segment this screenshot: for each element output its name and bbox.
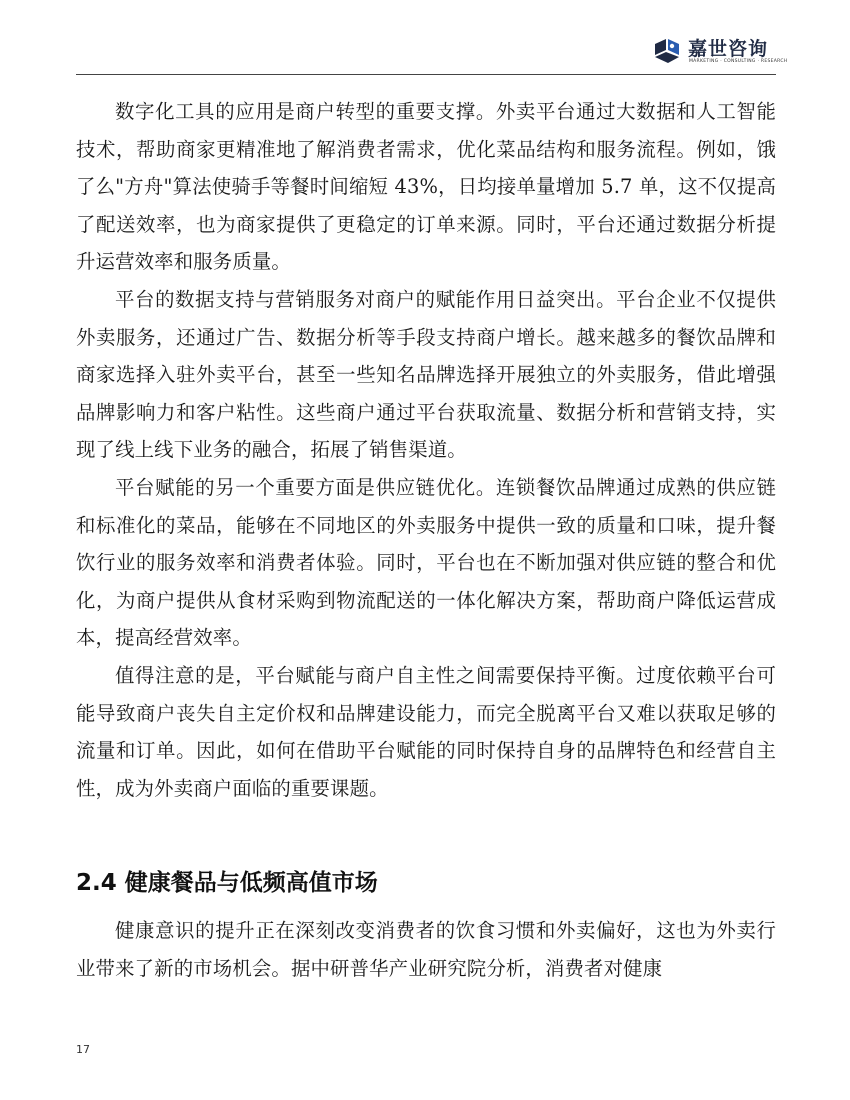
paragraph: 数字化工具的应用是商户转型的重要支撑。外卖平台通过大数据和人工智能技术，帮助商家更精准地了解消费者需求，优化菜品结构和服务流程。例如，饿了么"方舟"算法使骑手等餐时间缩短 43%，日均接单量增加 5.7 单，这不仅提高了配送效率，也为商家提供了更稳定的订单来源。同时，平台还通过数据分析提升运营效率和服务质量。	[76, 100, 776, 274]
section-body	[76, 912, 776, 987]
brand-logo-icon	[652, 36, 682, 66]
paragraph: 健康意识的提升正在深刻改变消费者的饮食习惯和外卖偏好，这也为外卖行业带来了新的市场机会。据中研普华产业研究院分析，消费者对健康	[76, 919, 776, 980]
brand-logo	[652, 34, 788, 70]
page-number: 17	[76, 1043, 90, 1056]
page-header	[0, 0, 850, 78]
brand-tagline: MARKETING · CONSULTING · RESEARCH	[689, 59, 788, 64]
body-text	[76, 93, 776, 807]
section-heading: 2.4 健康餐品与低频高值市场	[76, 870, 378, 896]
paragraph: 值得注意的是，平台赋能与商户自主性之间需要保持平衡。过度依赖平台可能导致商户丧失自主定价权和品牌建设能力，而完全脱离平台又难以获取足够的流量和订单。因此，如何在借助平台赋能的同时保持自身的品牌特色和经营自主性，成为外卖商户面临的重要课题。	[76, 663, 776, 800]
brand-name: 嘉世咨询	[688, 38, 769, 60]
paragraph: 平台赋能的另一个重要方面是供应链优化。连锁餐饮品牌通过成熟的供应链和标准化的菜品，能够在不同地区的外卖服务中提供一致的质量和口味，提升餐饮行业的服务效率和消费者体验。同时，平台也在不断加强对供应链的整合和优化，为商户提供从食材采购到物流配送的一体化解决方案，帮助商户降低运营成本，提高经营效率。	[76, 475, 776, 650]
header-divider	[76, 74, 776, 75]
paragraph: 平台的数据支持与营销服务对商户的赋能作用日益突出。平台企业不仅提供外卖服务，还通过广告、数据分析等手段支持商户增长。越来越多的餐饮品牌和商家选择入驻外卖平台，甚至一些知名品牌选择开展独立的外卖服务，借此增强品牌影响力和客户粘性。这些商户通过平台获取流量、数据分析和营销支持，实现了线上线下业务的融合，拓展了销售渠道。	[76, 287, 776, 462]
